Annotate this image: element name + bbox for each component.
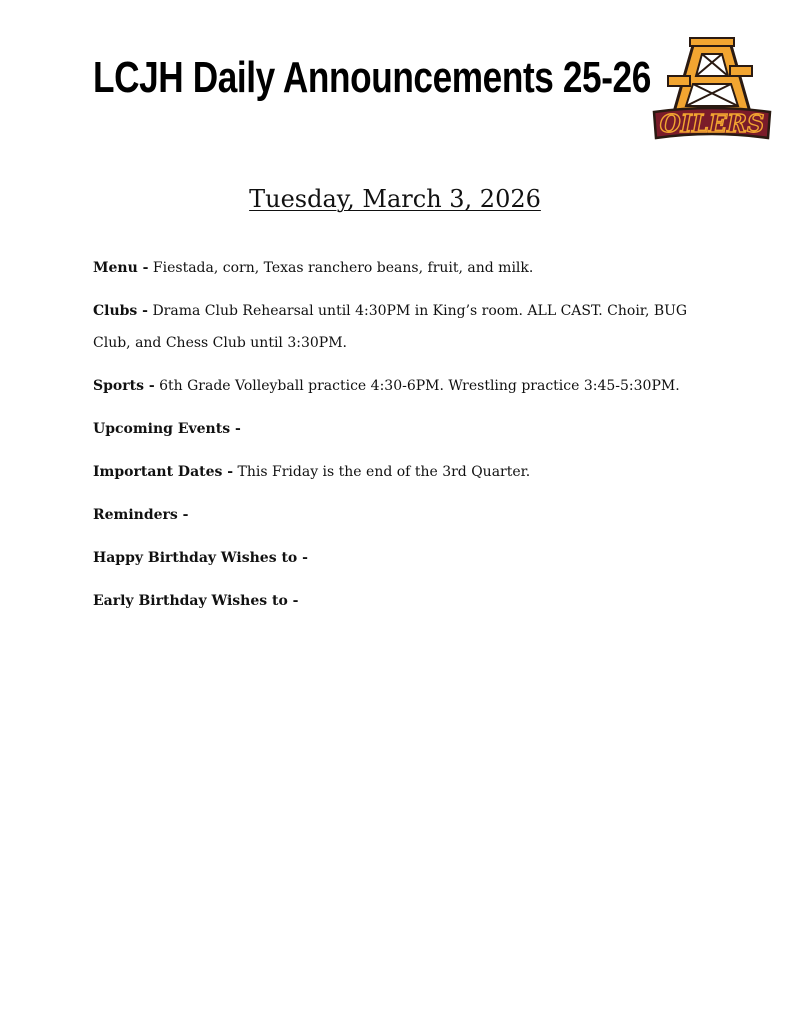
announcement-label: Reminders - [93, 507, 189, 523]
announcement-important-dates [93, 456, 703, 488]
logo-text: OILERS [659, 109, 765, 138]
announcement-label: Early Birthday Wishes to - [93, 593, 299, 609]
announcement-upcoming-events [93, 413, 703, 445]
announcement-label: Menu - [93, 260, 149, 276]
announcements-list [93, 252, 703, 628]
announcement-reminders [93, 499, 703, 531]
announcement-early-birthday [93, 585, 703, 617]
announcement-date: Tuesday, March 3, 2026 [249, 185, 541, 213]
oil-derrick-icon [668, 38, 752, 112]
announcement-label: Happy Birthday Wishes to - [93, 550, 308, 566]
announcement-label: Important Dates - [93, 464, 234, 480]
announcement-text: 6th Grade Volleyball practice 4:30-6PM. Wrestling practice 3:45-5:30PM. [159, 378, 680, 394]
announcement-happy-birthday [93, 542, 703, 574]
page-title: LCJH Daily Announcements 25-26 [93, 53, 651, 102]
announcement-label: Sports - [93, 378, 155, 394]
announcement-menu [93, 252, 703, 284]
announcement-label: Upcoming Events - [93, 421, 241, 437]
announcement-text: Drama Club Rehearsal until 4:30PM in King’s room. ALL CAST. Choir, BUG Club, and Chess Club until 3:30PM. [93, 303, 688, 351]
announcement-sports [93, 370, 703, 402]
announcement-text: This Friday is the end of the 3rd Quarter. [237, 464, 531, 480]
announcement-text: Fiestada, corn, Texas ranchero beans, fruit, and milk. [152, 260, 534, 276]
oilers-logo [650, 36, 774, 142]
announcement-label: Clubs - [93, 303, 148, 319]
announcement-clubs [93, 295, 703, 359]
